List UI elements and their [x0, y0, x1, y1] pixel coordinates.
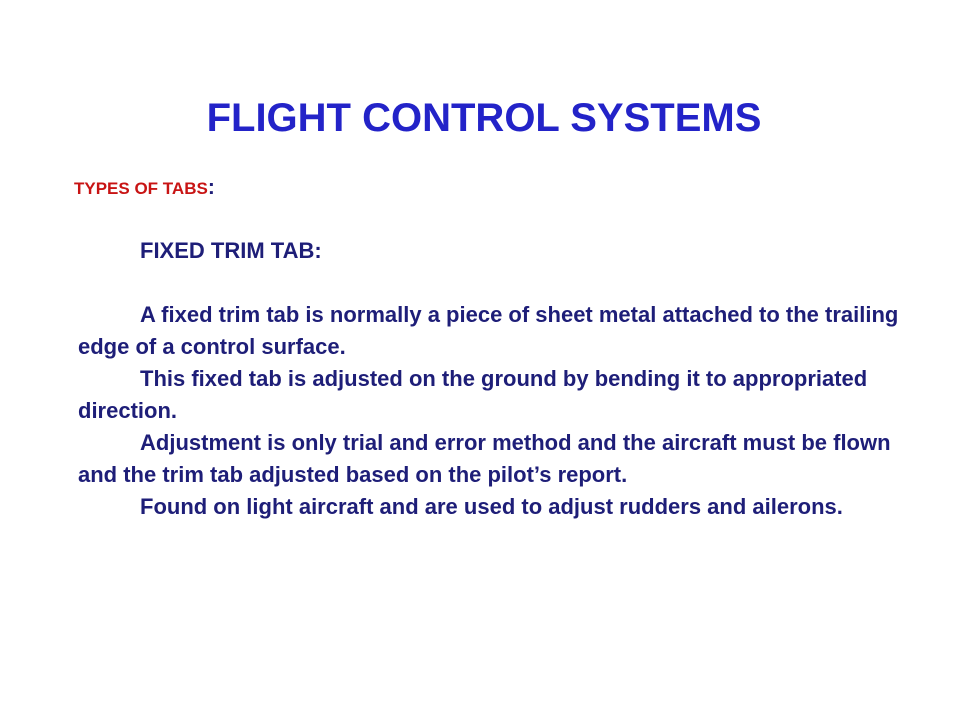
paragraph-4: Found on light aircraft and are used to adjust rudders and ailerons.	[140, 494, 843, 519]
slide-title: FLIGHT CONTROL SYSTEMS	[206, 96, 762, 140]
section-heading-colon: :	[207, 176, 215, 199]
section-heading	[74, 176, 215, 201]
section-heading-label: TYPES OF TABS	[74, 179, 208, 198]
paragraph-1: A fixed trim tab is normally a piece of sheet metal attached to the trailing edge of a control surface.	[78, 302, 899, 359]
paragraph-2: This fixed tab is adjusted on the ground by bending it to appropriated direction.	[78, 366, 868, 423]
spacer	[78, 267, 928, 299]
body-text	[78, 235, 928, 523]
subheading-fixed-trim-tab: FIXED TRIM TAB:	[140, 238, 322, 263]
paragraph-3: Adjustment is only trial and error method and the aircraft must be flown and the trim tab adjusted based on the pilot’s report.	[78, 430, 891, 487]
